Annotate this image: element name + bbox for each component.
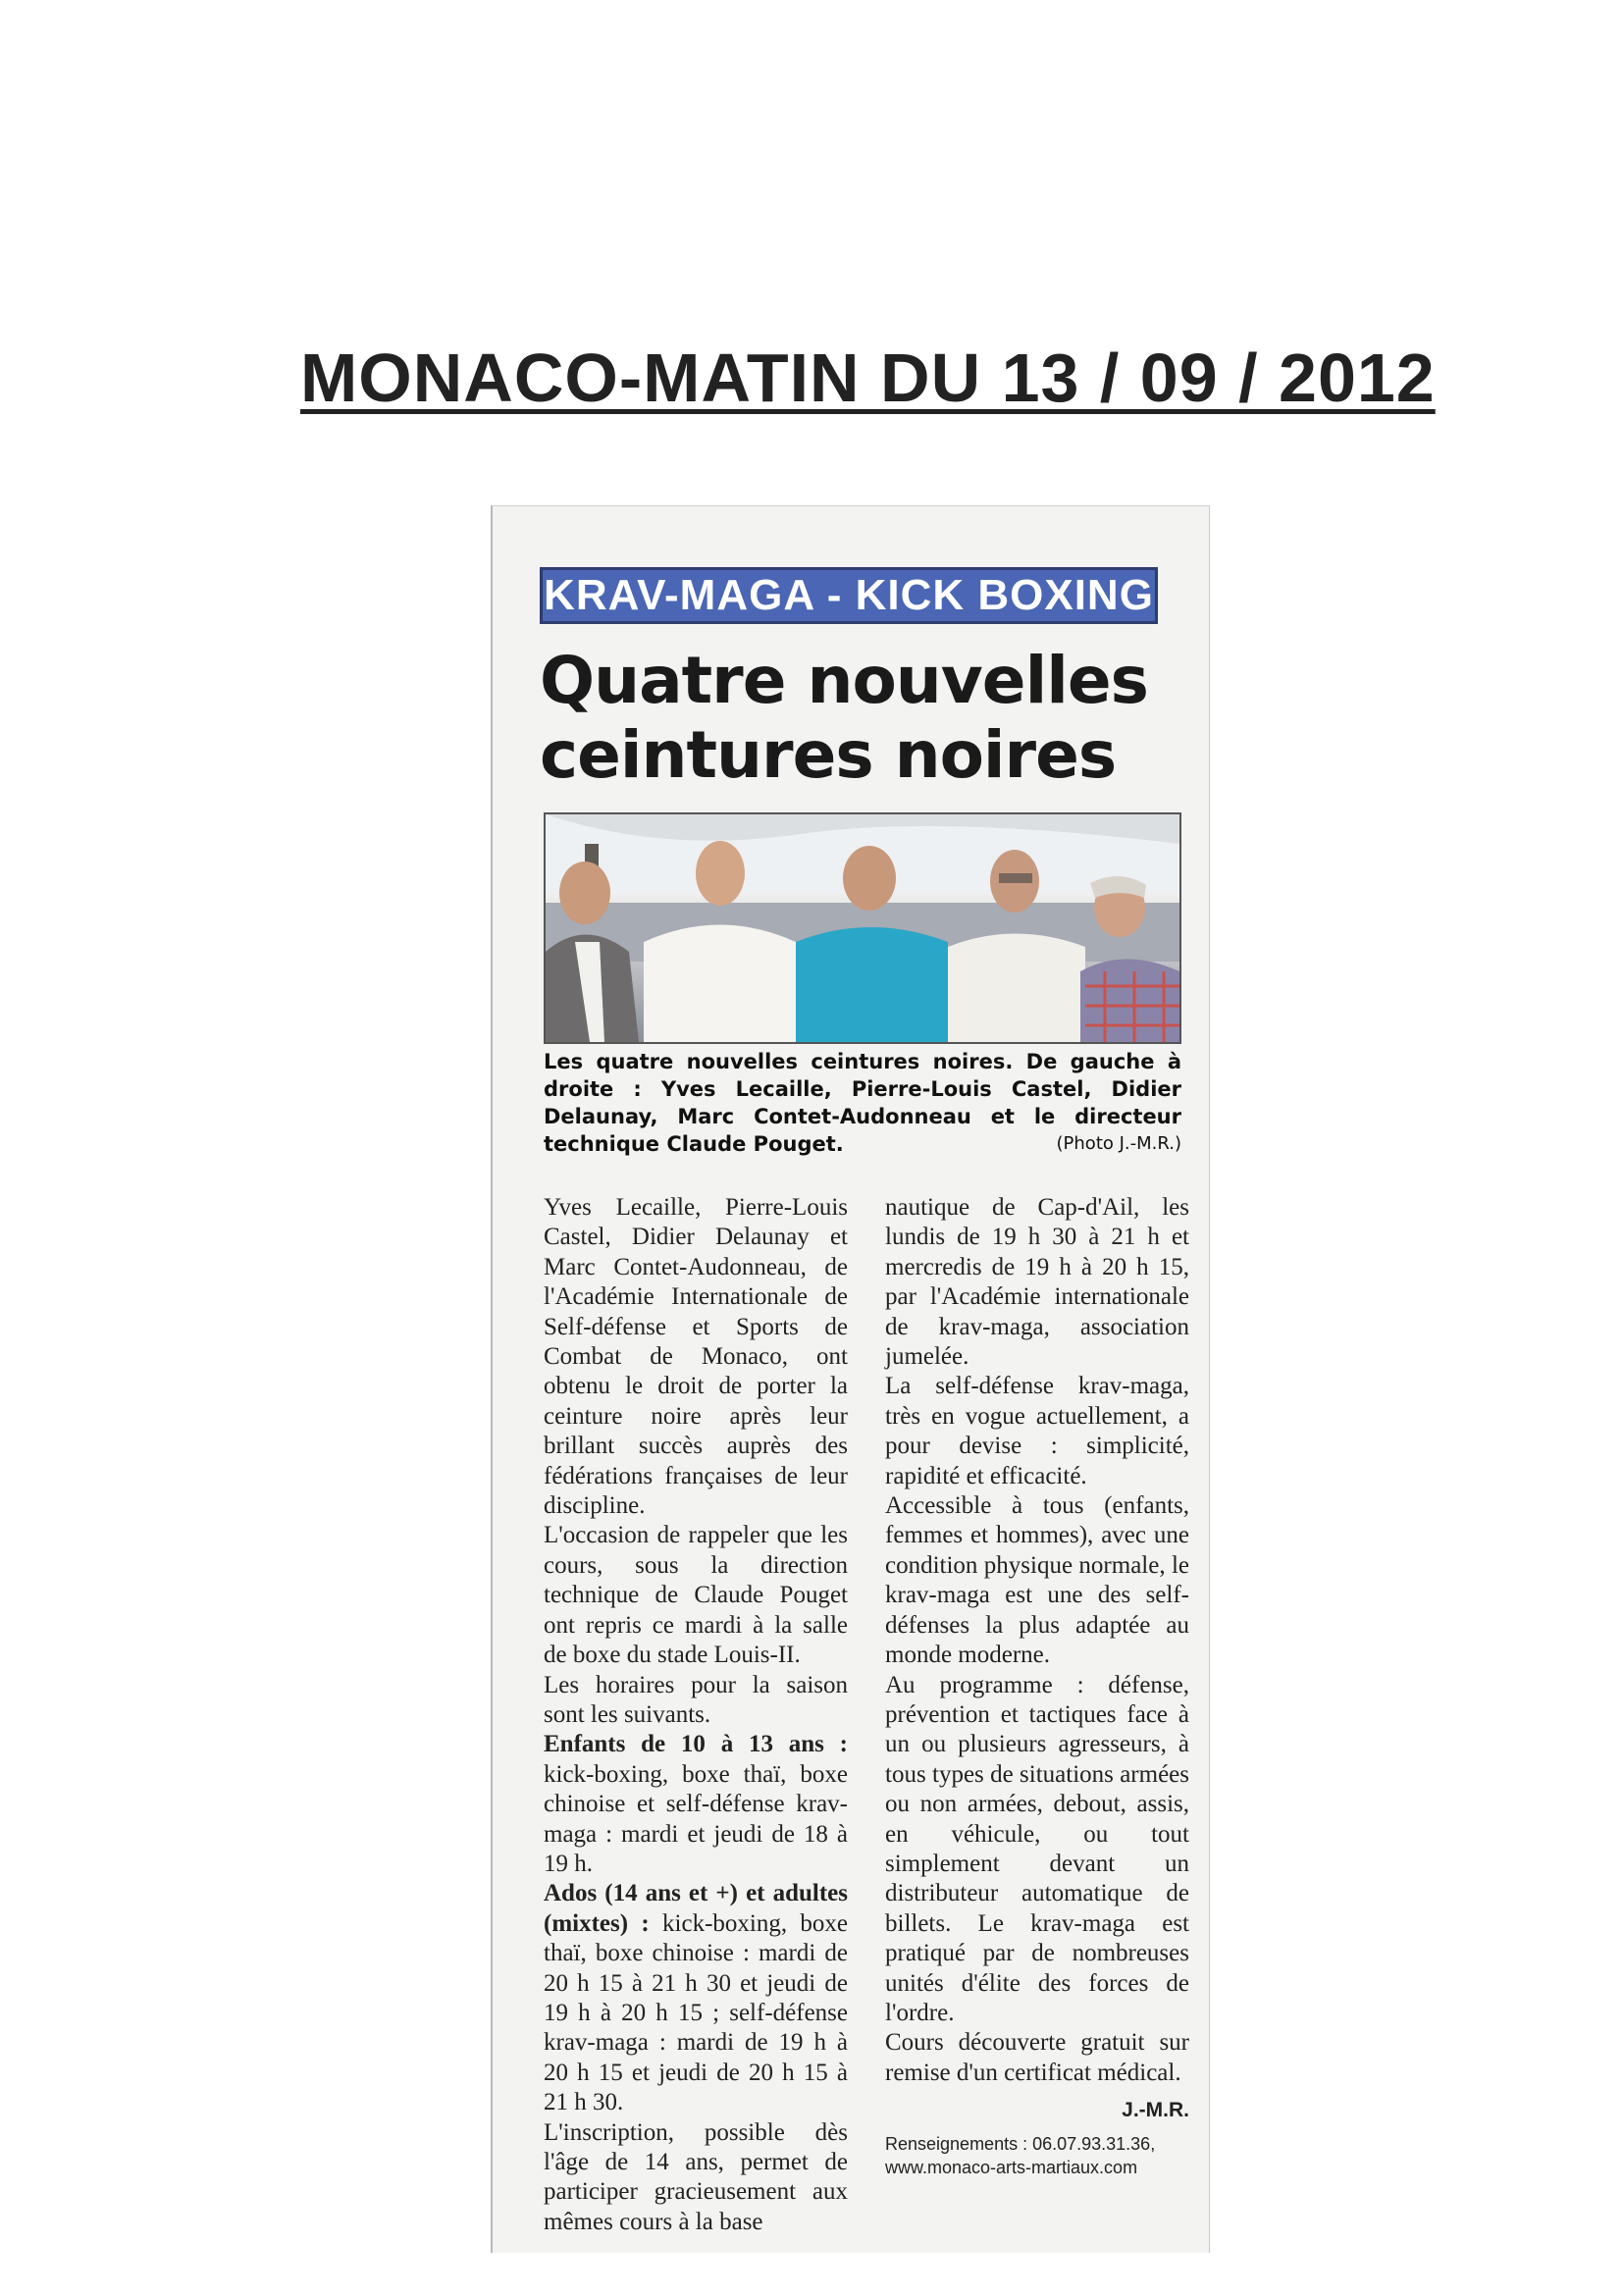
paragraph [544,1730,848,1879]
paragraph: Cours découverte gratuit sur remise d'un certificat médical. [885,2029,1189,2086]
contact-phone: Renseignements : 06.07.93.31.36, [885,2133,1156,2154]
paragraph: Yves Lecaille, Pierre-Louis Castel, Didier Delaunay et Marc Contet-Audonneau, de l'Académie Internationale de Self-défense et Sports de Combat de Monaco, ont obtenu le droit de porter la ceinture noire après leur brillant succès auprès des fédérations françaises de leur discipline. [544,1194,848,1520]
group-photo [544,812,1181,1044]
photo-caption [544,1048,1181,1158]
paragraph: L'occasion de rappeler que les cours, sous la direction technique de Claude Pouget ont repris ce mardi à la salle de boxe du stade Louis-II. [544,1522,848,1669]
contact-info [885,2132,1189,2179]
newspaper-clipping [491,505,1210,2253]
paragraph: Les horaires pour la saison sont les suivants. [544,1671,848,1728]
paragraph [544,1879,848,2117]
schedule-text-kids: kick-boxing, boxe thaï, boxe chinoise et self-défense krav-maga : mardi et jeudi de 18 à 19 h. [544,1760,848,1877]
paragraph: Au programme : défense, prévention et tactiques face à un ou plusieurs agresseurs, à tous types de situations armées ou non armées, debout, assis, en véhicule, ou tout simplement devant un distributeur automatique de billets. Le krav-maga est pratiqué par de nombreuses unités d'élite des forces de l'ordre. [885,1671,1189,2026]
page-title: MONACO-MATIN DU 13 / 09 / 2012 [300,339,1436,416]
article-column-1 [544,1193,848,2237]
schedule-text-adults: kick-boxing, boxe thaï, boxe chinoise : mardi de 20 h 15 à 21 h 30 et jeudi de 19 h à 20 h 15 ; self-défense krav-maga : mardi de 19 h à 20 h 15 et jeudi de 20 h 15 à 21 h 30. [544,1909,848,2116]
photo-credit: (Photo J.-M.R.) [1056,1133,1181,1154]
article-column-2 [885,1193,1189,2179]
paragraph: Accessible à tous (enfants, femmes et hommes), avec une condition physique normale, le krav-maga est une des self-défenses la plus adaptée au monde moderne. [885,1492,1189,1669]
paragraph: L'inscription, possible dès l'âge de 14 ans, permet de participer gracieusement aux mêmes cours à la base [544,2118,848,2235]
headline-line-1: Quatre nouvelles [540,643,1148,718]
schedule-heading-adults: Ados (14 ans et +) et adultes (mixtes) : [544,1880,848,1937]
schedule-heading-kids: Enfants de 10 à 13 ans : [544,1731,848,1758]
group-photo-illustration [546,814,1179,1042]
paragraph: nautique de Cap-d'Ail, les lundis de 19 h 30 à 21 h et mercredis de 19 h à 20 h 15, par l'Académie internationale de krav-maga, association jumelée. [885,1194,1189,1371]
headline-line-2: ceintures noires [540,717,1117,793]
paragraph: La self-défense krav-maga, très en vogue actuellement, a pour devise : simplicité, rapidité et efficacité. [885,1373,1189,1489]
author-signature: J.-M.R. [1122,2099,1189,2122]
contact-website: www.monaco-arts-martiaux.com [885,2157,1138,2177]
article-headline [540,644,1178,793]
section-rubric: KRAV-MAGA - KICK BOXING [540,567,1158,624]
caption-text: Les quatre nouvelles ceintures noires. De gauche à droite : Yves Lecaille, Pierre-Louis Castel, Didier Delaunay, Marc Contet-Audonneau et le directeur technique Claude Pouget. [544,1050,1181,1156]
